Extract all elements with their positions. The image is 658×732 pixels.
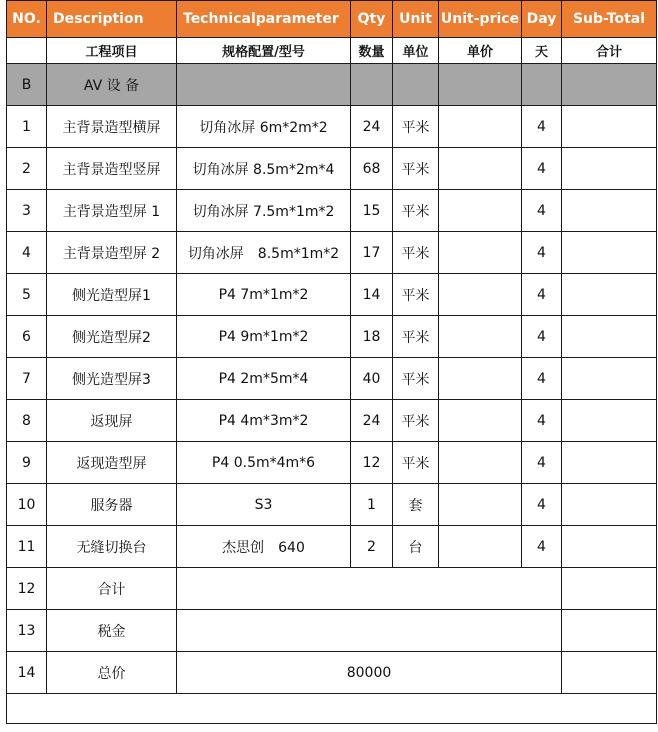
- row-qty: 40: [351, 358, 393, 400]
- subheader-technical: 规格配置/型号: [177, 38, 351, 64]
- row-description: 无缝切换台: [47, 526, 177, 568]
- subheader-day: 天: [522, 38, 562, 64]
- row-technical: P4 2m*5m*4: [177, 358, 351, 400]
- row-day: 4: [522, 442, 562, 484]
- total-label: 总价: [47, 652, 177, 694]
- row-qty: 15: [351, 190, 393, 232]
- row-no: 4: [7, 232, 47, 274]
- section-empty-cell: [522, 64, 562, 106]
- subheader-qty: 数量: [351, 38, 393, 64]
- subheader-row: [7, 38, 657, 64]
- row-description: 主背景造型横屏: [47, 106, 177, 148]
- table-row: [7, 190, 657, 232]
- total-subtotal: [562, 568, 657, 610]
- table-row: [7, 148, 657, 190]
- row-unit-price: [439, 358, 522, 400]
- row-unit-price: [439, 148, 522, 190]
- section-empty-cell: [177, 64, 351, 106]
- row-description: 主背景造型屏 1: [47, 190, 177, 232]
- row-subtotal: [562, 526, 657, 568]
- total-value: [177, 568, 562, 610]
- header-technical: Technicalparameter: [177, 1, 351, 38]
- row-technical: P4 7m*1m*2: [177, 274, 351, 316]
- section-code: B: [7, 64, 47, 106]
- total-value: 80000: [177, 652, 562, 694]
- subheader-subtotal: 合计: [562, 38, 657, 64]
- row-subtotal: [562, 106, 657, 148]
- row-description: 返现造型屏: [47, 442, 177, 484]
- row-subtotal: [562, 190, 657, 232]
- row-qty: 17: [351, 232, 393, 274]
- row-unit: 平米: [393, 358, 439, 400]
- header-unit-price: Unit-price: [439, 1, 522, 38]
- row-subtotal: [562, 442, 657, 484]
- row-unit-price: [439, 484, 522, 526]
- row-description: 返现屏: [47, 400, 177, 442]
- row-description: 主背景造型竖屏: [47, 148, 177, 190]
- row-unit: 平米: [393, 106, 439, 148]
- row-qty: 1: [351, 484, 393, 526]
- row-day: 4: [522, 400, 562, 442]
- row-day: 4: [522, 190, 562, 232]
- row-unit: 平米: [393, 316, 439, 358]
- total-no: 12: [7, 568, 47, 610]
- row-unit-price: [439, 400, 522, 442]
- table-row: [7, 316, 657, 358]
- header-unit: Unit: [393, 1, 439, 38]
- total-value: [177, 610, 562, 652]
- row-no: 10: [7, 484, 47, 526]
- row-description: 侧光造型屏2: [47, 316, 177, 358]
- row-qty: 24: [351, 106, 393, 148]
- row-day: 4: [522, 316, 562, 358]
- row-technical: P4 0.5m*4m*6: [177, 442, 351, 484]
- row-unit: 平米: [393, 190, 439, 232]
- section-title: AV 设 备: [47, 64, 177, 106]
- row-description: 侧光造型屏1: [47, 274, 177, 316]
- row-no: 2: [7, 148, 47, 190]
- header-day: Day: [522, 1, 562, 38]
- subheader-unit: 单位: [393, 38, 439, 64]
- table-row: [7, 106, 657, 148]
- row-no: 3: [7, 190, 47, 232]
- total-subtotal: [562, 610, 657, 652]
- subheader-no: [7, 38, 47, 64]
- row-subtotal: [562, 148, 657, 190]
- quotation-sheet: [6, 0, 656, 724]
- section-empty-cell: [351, 64, 393, 106]
- header-description: Description: [47, 1, 177, 38]
- row-qty: 12: [351, 442, 393, 484]
- total-row: [7, 610, 657, 652]
- row-description: 侧光造型屏3: [47, 358, 177, 400]
- empty-footer-row: [7, 694, 657, 724]
- row-description: 主背景造型屏 2: [47, 232, 177, 274]
- total-subtotal: [562, 652, 657, 694]
- row-day: 4: [522, 358, 562, 400]
- section-empty-cell: [439, 64, 522, 106]
- row-no: 7: [7, 358, 47, 400]
- row-no: 11: [7, 526, 47, 568]
- row-qty: 18: [351, 316, 393, 358]
- total-label: 税金: [47, 610, 177, 652]
- total-row: [7, 652, 657, 694]
- table-row: [7, 358, 657, 400]
- header-subtotal: Sub-Total: [562, 1, 657, 38]
- row-subtotal: [562, 484, 657, 526]
- row-unit: 平米: [393, 274, 439, 316]
- header-no: NO.: [7, 1, 47, 38]
- row-no: 8: [7, 400, 47, 442]
- row-technical: S3: [177, 484, 351, 526]
- section-empty-cell: [562, 64, 657, 106]
- table-row: [7, 232, 657, 274]
- row-unit: 平米: [393, 442, 439, 484]
- row-qty: 24: [351, 400, 393, 442]
- subheader-unit-price: 单价: [439, 38, 522, 64]
- quotation-table: [6, 0, 657, 724]
- row-description: 服务器: [47, 484, 177, 526]
- row-day: 4: [522, 274, 562, 316]
- row-unit: 套: [393, 484, 439, 526]
- total-row: [7, 568, 657, 610]
- row-technical: 杰思创 640: [177, 526, 351, 568]
- row-no: 9: [7, 442, 47, 484]
- row-unit: 平米: [393, 232, 439, 274]
- table-row: [7, 274, 657, 316]
- row-day: 4: [522, 232, 562, 274]
- header-qty: Qty: [351, 1, 393, 38]
- row-day: 4: [522, 148, 562, 190]
- row-no: 6: [7, 316, 47, 358]
- row-no: 1: [7, 106, 47, 148]
- row-subtotal: [562, 358, 657, 400]
- row-unit-price: [439, 274, 522, 316]
- row-subtotal: [562, 274, 657, 316]
- subheader-description: 工程项目: [47, 38, 177, 64]
- row-unit-price: [439, 232, 522, 274]
- row-technical: 切角冰屏 6m*2m*2: [177, 106, 351, 148]
- row-unit-price: [439, 442, 522, 484]
- row-unit: 台: [393, 526, 439, 568]
- header-row: [7, 1, 657, 38]
- total-no: 14: [7, 652, 47, 694]
- total-label: 合计: [47, 568, 177, 610]
- row-no: 5: [7, 274, 47, 316]
- row-technical: 切角冰屏 7.5m*1m*2: [177, 190, 351, 232]
- row-unit: 平米: [393, 148, 439, 190]
- row-unit-price: [439, 190, 522, 232]
- row-subtotal: [562, 316, 657, 358]
- table-row: [7, 442, 657, 484]
- table-row: [7, 400, 657, 442]
- row-day: 4: [522, 526, 562, 568]
- section-row: [7, 64, 657, 106]
- row-qty: 2: [351, 526, 393, 568]
- row-qty: 14: [351, 274, 393, 316]
- row-subtotal: [562, 232, 657, 274]
- row-unit: 平米: [393, 400, 439, 442]
- row-day: 4: [522, 484, 562, 526]
- row-technical: 切角冰屏 8.5m*1m*2: [177, 232, 351, 274]
- row-unit-price: [439, 526, 522, 568]
- row-technical: 切角冰屏 8.5m*2m*4: [177, 148, 351, 190]
- row-day: 4: [522, 106, 562, 148]
- row-technical: P4 9m*1m*2: [177, 316, 351, 358]
- total-no: 13: [7, 610, 47, 652]
- row-qty: 68: [351, 148, 393, 190]
- empty-footer-cell: [7, 694, 657, 724]
- row-unit-price: [439, 106, 522, 148]
- row-unit-price: [439, 316, 522, 358]
- table-row: [7, 526, 657, 568]
- row-technical: P4 4m*3m*2: [177, 400, 351, 442]
- table-row: [7, 484, 657, 526]
- row-subtotal: [562, 400, 657, 442]
- section-empty-cell: [393, 64, 439, 106]
